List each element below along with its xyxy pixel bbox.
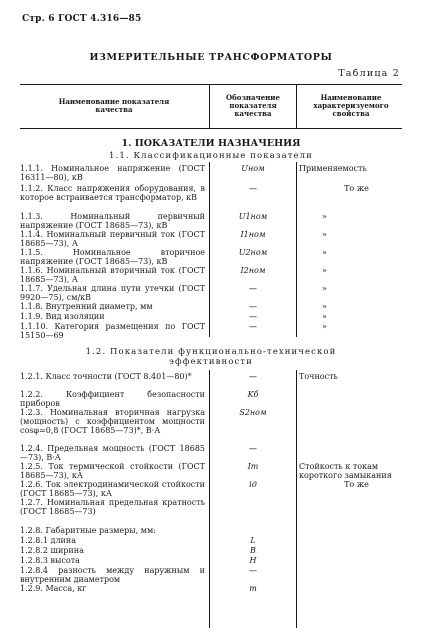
indicator-name: 1.1.8. Внутренний диаметр, мм	[20, 302, 153, 311]
characterized-property: »	[322, 266, 327, 275]
characterized-property: Применяемость	[299, 164, 367, 173]
indicator-name: 1.2.6. Ток электродинамической стойкости (ГОСТ 18685—73), кА	[20, 480, 205, 498]
indicator-designation: B	[250, 546, 256, 555]
indicator-name: 1.2.9. Масса, кг	[20, 584, 87, 593]
part2-subtitle-line2: эффективности	[169, 357, 253, 367]
indicator-designation: Kб	[247, 390, 259, 399]
characterized-property: »	[322, 302, 327, 311]
section-title: ИЗМЕРИТЕЛЬНЫЕ ТРАНСФОРМАТОРЫ	[89, 52, 333, 63]
table-label: Таблица 2	[338, 68, 400, 79]
indicator-name: 1.1.7. Удельная длина пути утечки (ГОСТ 9920—75), см/кВ	[20, 284, 205, 302]
indicator-designation: iд	[249, 480, 257, 489]
indicator-name: 1.2.8.4 разность между наружным и внутренним диаметром	[20, 566, 205, 584]
characterized-property: »	[322, 212, 327, 221]
indicator-designation: S2ном	[239, 408, 267, 417]
indicator-name: 1.1.4. Номинальный первичный ток (ГОСТ 18685—73), А	[20, 230, 205, 248]
indicator-name: 1.2.8.3 высота	[20, 556, 80, 565]
column-header-name: Наименование показателя качества	[58, 97, 170, 114]
indicator-designation: —	[249, 372, 257, 381]
indicator-designation: Uном	[241, 164, 265, 173]
part2-subtitle-line1: 1.2. Показатели функционально-технической	[85, 347, 337, 357]
indicator-designation: —	[249, 302, 257, 311]
indicator-name: 1.1.5. Номинальное вторичное напряжение (ГОСТ 18685—73), кВ	[20, 248, 205, 266]
characterized-property: »	[322, 312, 327, 321]
indicator-name: 1.2.3. Номинальная вторичная нагрузка (мощность) с коэффициентом мощности cosφ=0,8 (ГОСТ 18685—73)*, В·А	[20, 408, 205, 435]
indicator-name: 1.1.3. Номинальный первичный напряжение (ГОСТ 18685—73), кВ	[20, 212, 205, 230]
indicator-designation: m	[249, 584, 257, 593]
table-header-bottom-rule	[20, 128, 402, 129]
indicator-designation: I1ном	[240, 230, 266, 239]
indicator-designation: U1ном	[238, 212, 268, 221]
characterized-property: »	[322, 322, 327, 331]
indicator-designation: L	[250, 536, 256, 545]
indicator-designation: H	[249, 556, 257, 565]
body-column-divider-4	[296, 370, 297, 628]
characterized-property: То же	[344, 480, 369, 489]
indicator-name: 1.2.5. Ток термической стойкости (ГОСТ 18685—73), кА	[20, 462, 205, 480]
indicator-name: 1.2.4. Предельная мощность (ГОСТ 18685—73), В·А	[20, 444, 205, 462]
page-header: Стр. 6 ГОСТ 4.316—85	[22, 14, 142, 24]
indicator-designation: Iт	[247, 462, 259, 471]
indicator-name: 1.2.8. Габаритные размеры, мм:	[20, 526, 156, 535]
indicator-name: 1.1.1. Номинальное напряжение (ГОСТ 16311—80), кВ	[20, 164, 205, 182]
indicator-name: 1.1.9. Вид изоляции	[20, 312, 105, 321]
indicator-designation: U2ном	[238, 248, 268, 257]
indicator-designation: —	[249, 284, 257, 293]
characterized-property: »	[322, 284, 327, 293]
indicator-name: 1.2.2. Коэффициент безопасности приборов	[20, 390, 205, 408]
column-header-property: Наименование характеризуемого свойства	[313, 93, 389, 118]
indicator-designation: I2ном	[240, 266, 266, 275]
indicator-name: 1.1.2. Класс напряжения оборудования, в которое встраивается трансформатор, кВ	[20, 184, 205, 202]
column-divider-1	[209, 84, 210, 128]
indicator-name: 1.2.1. Класс точности (ГОСТ 8.401—80)*	[20, 372, 192, 381]
part1-title: 1. ПОКАЗАТЕЛИ НАЗНАЧЕНИЯ	[121, 138, 301, 149]
characterized-property: Стойкость к токам короткого замыкания	[299, 462, 392, 480]
characterized-property: Точность	[299, 372, 338, 381]
column-header-designation: Обозначение показателя качества	[226, 93, 280, 118]
indicator-name: 1.2.7. Номинальная предельная кратность (ГОСТ 18685—73)	[20, 498, 205, 516]
indicator-designation: —	[249, 322, 257, 331]
indicator-designation: —	[249, 312, 257, 321]
body-column-divider-1	[209, 162, 210, 337]
table-top-rule	[20, 84, 402, 85]
indicator-designation: —	[249, 184, 257, 193]
characterized-property: »	[322, 230, 327, 239]
indicator-name: 1.1.6. Номинальный вторичный ток (ГОСТ 18685—73), А	[20, 266, 205, 284]
characterized-property: То же	[344, 184, 369, 193]
indicator-designation: —	[249, 566, 257, 575]
part1-subtitle: 1.1. Классификационные показатели	[109, 151, 313, 161]
indicator-name: 1.2.8.2 ширина	[20, 546, 84, 555]
indicator-designation: —	[249, 444, 257, 453]
characterized-property: »	[322, 248, 327, 257]
indicator-name: 1.2.8.1 длина	[20, 536, 76, 545]
body-column-divider-3	[209, 370, 210, 628]
column-divider-2	[296, 84, 297, 128]
indicator-name: 1.1.10. Категория размещения по ГОСТ 15150—69	[20, 322, 205, 340]
body-column-divider-2	[296, 162, 297, 337]
